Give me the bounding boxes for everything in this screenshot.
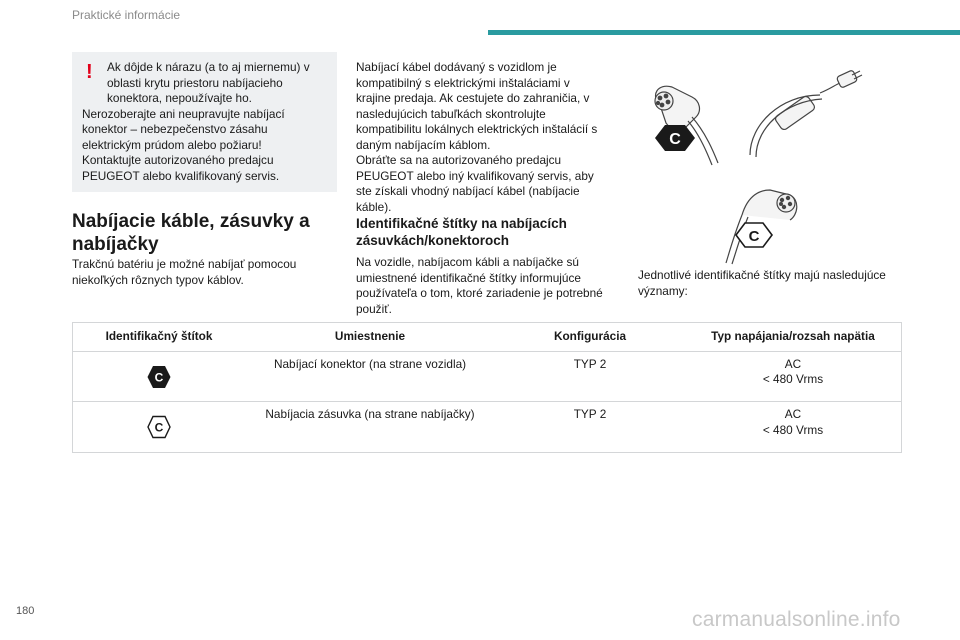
subsection-title: Identifikačné štítky na nabíjacích zásuvkách/konektoroch <box>356 216 567 248</box>
warning-box <box>72 52 337 192</box>
hexagon-label: C <box>669 131 681 148</box>
section-body: Trakčnú batériu je možné nabíjať pomocou niekoľkých rôznych typov káblov. <box>72 257 297 287</box>
power-cell <box>685 352 901 402</box>
section-title: Nabíjacie káble, zásuvky a nabíjačky <box>72 211 310 255</box>
configuration-cell: TYP 2 <box>573 407 607 421</box>
warning-text-2: Nerozoberajte ani neupravujte nabíjací konektor – nebezpečenstvo zásahu elektrickým prúdom alebo požiaru! <box>82 106 285 152</box>
label-cell <box>73 352 245 402</box>
voltage-range: < 480 Vrms <box>762 422 824 437</box>
identification-labels-text: Na vozidle, nabíjacom kábli a nabíjačke sú umiestnené identifikačné štítky informujúce používateľa o tom, ktoré zariadenie je potrebné použiť. <box>356 255 603 316</box>
warning-exclamation-icon: ! <box>86 61 93 83</box>
warning-text-1: Ak dôjde k nárazu (a to aj miernemu) v oblasti krytu priestoru nabíjacieho konektora, nepoužívajte ho. <box>107 60 310 105</box>
identification-labels-table <box>72 322 902 453</box>
vehicle-connector-drawing <box>655 86 718 165</box>
table-header-row <box>73 323 901 351</box>
power-cell <box>685 402 901 452</box>
cable-control-box-drawing <box>750 70 862 157</box>
table-row <box>73 351 901 402</box>
hexagon-c-filled-icon <box>655 125 695 151</box>
paragraph: Nabíjací kábel dodávaný s vozidlom je kompatibilný s elektrickými inštaláciami v krajine predaja. Ak cestujete do zahraničia, v nasledujúcich tabuľkách skontrolujte kompatibilitu lokálnych elektrických inštalácií s daným nabíjacím káblom. <box>356 60 598 152</box>
column-header: Identifikačný štítok <box>105 329 213 343</box>
warning-text-3: Kontaktujte autorizovaného predajcu PEUGEOT alebo kvalifikovaný servis. <box>82 153 280 183</box>
voltage-range: < 480 Vrms <box>762 372 824 386</box>
running-header: Praktické informácie <box>72 8 181 22</box>
labels-meaning-text: Jednotlivé identifikačné štítky majú nasledujúce významy: <box>638 268 886 298</box>
paragraph: Obráťte sa na autorizovaného predajcu PEUGEOT alebo iný kvalifikovaný servis, aby ste získali vhodný nabíjací kábel (nabíjacie káble). <box>356 153 594 214</box>
location-cell: Nabíjací konektor (na strane vozidla) <box>273 356 467 371</box>
watermark: carmanualsonline.info <box>692 608 901 631</box>
hexagon-label: C <box>748 228 760 245</box>
hexagon-c-outline-icon <box>147 415 171 439</box>
table-row <box>73 401 901 452</box>
label-cell <box>73 402 245 452</box>
hexagon-c-outline-icon <box>736 223 772 247</box>
hexagon-label: C <box>154 370 164 384</box>
hexagon-label: C <box>154 420 164 435</box>
column-header: Umiestnenie <box>334 329 406 343</box>
page-number: 180 <box>16 605 35 617</box>
column-header: Konfigurácia <box>553 329 627 343</box>
charging-cable-illustration <box>630 65 890 265</box>
configuration-cell: TYP 2 <box>573 356 607 371</box>
power-type: AC <box>784 407 802 421</box>
hexagon-c-filled-icon <box>147 365 171 389</box>
cable-compatibility-text <box>356 60 606 215</box>
column-header: Typ napájania/rozsah napätia <box>711 329 875 343</box>
power-type: AC <box>784 356 802 371</box>
location-cell: Nabíjacia zásuvka (na strane nabíjačky) <box>265 407 475 421</box>
header-accent-bar <box>488 30 960 35</box>
